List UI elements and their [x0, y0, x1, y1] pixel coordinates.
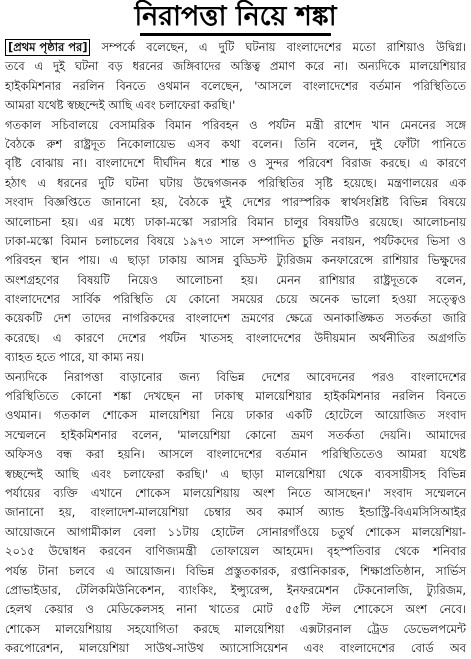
article-line: করেছে। এ কারণে দেশের পর্যটন খাতসহ বাংলাদেশের উদীয়মান অর্থনীতির অগ্রগতি [5, 330, 466, 345]
article-headline: নিরাপত্তা নিয়ে শঙ্কা [134, 1, 337, 32]
article-line: পরিস্থিতিতে কোনো শঙ্কা দেখছেন না ঢাকাস্থ মালয়েশিয়ার হাইকমিশনার নরলিন বিনতে [5, 389, 466, 404]
article-line: ২০১৫ উদ্বোধন করবেন বাণিজ্যমন্ত্রী তোফায়েল আহমেদ। বৃহস্পতিবার থেকে শনিবার [5, 544, 466, 559]
article-line-text: সম্পর্কে বলেছেন, এ দুটি ঘটনায় বাংলাদেশের মতো রাশিয়াও উদ্বিগ্ন। [90, 40, 466, 54]
article-line: অংশগ্রহণের বিষয়টি নিয়েও আলোচনা হয়। মেনন রাশিয়ার রাষ্ট্রদূতকে বলেন, [5, 272, 466, 287]
article-line: করপোরেশন, মালয়েশিয়া সাউথ-সাউথ অ্যাসোসিয়েশন এবং বাংলাদেশের বোর্ড অব [5, 641, 466, 656]
article-line: ব্যাহত হতে পারে, যা কাম্য নয়। [5, 350, 145, 365]
article-line: পর্যায়ের ব্যক্তি এখানে শোকেস মালয়েশিয়ায় অংশ নিতে আসছেন।' সংবাদ সম্মেলনে [5, 485, 466, 500]
article-line: প্রোভাইডার, টেলিকমিউনিকেশন, ব্যাংকিং, ইন্স্যুরেন্স, ইনফরমেশন টেকনোলজি, ট্যুরিজম, [5, 582, 466, 597]
article-line: বৃষ্টি বোঝায় না। বাংলাদেশে দীর্ঘদিন ধরে শান্ত ও সুন্দর পরিবেশ বিরাজ করছে। এ কারণে [5, 156, 466, 171]
article-line: গতকাল সচিবালয়ে বেসামরিক বিমান পরিবহন ও পর্যটন মন্ত্রী রাশেদ খান মেননের সঙ্গে [5, 117, 466, 132]
article-line: কয়েকটি দেশ তাদের নাগরিকদের বাংলাদেশ ভ্রমণের ক্ষেত্রে অনাকাঙ্ক্ষিত সতর্কতা জারি [5, 311, 466, 326]
article-line: হাইকমিশনার নরলিন বিনতে ওথমান বলেছেন, 'আসলে বাংলাদেশের বর্তমান পরিস্থিতিতে [5, 78, 466, 93]
article-line: সংবাদ বিজ্ঞপ্তিতে জানানো হয়, বৈঠকে দুই দেশের পারস্পরিক স্বার্থসংশ্লিষ্ট বিভিন্ন বিষয়ে [5, 195, 466, 210]
article-line: ওথমান। গতকাল শোকেস মালয়েশিয়া নিয়ে ঢাকার একটি হোটেলে আয়োজিত সংবাদ [5, 408, 466, 423]
article-line: অফিসও বন্ধ করা হয়নি। আসলে বাংলাদেশের বর্তমান পরিস্থিতিতেও আমরা যথেষ্ট [5, 447, 466, 462]
article-line: আয়োজনে আগামীকাল বেলা ১১টায় হোটেল সোনারগাঁওয়ে চতুর্থ শোকেস মালয়েশিয়া- [5, 524, 466, 539]
article-line: অন্যদিকে নিরাপত্তা বাড়ানোর জন্য বিভিন্ন দেশের আবেদনের পরও বাংলাদেশের [5, 369, 466, 384]
article-line: আলোচনা হয়। এর মধ্যে ঢাকা-মস্কো সরাসরি বিমান চালুর বিষয়টিও রয়েছে। আলোচনায় [5, 214, 466, 229]
article-body [5, 38, 466, 656]
article-line: স্বচ্ছন্দেই আছি এবং চলাফেরা করছি।' এ ছাড়া মালয়েশিয়া থেকে ব্যবসায়ীসহ বিভিন্ন [5, 466, 466, 481]
article-line: সম্মেলনে হাইকমিশনার বলেন, 'মালয়েশিয়া কোনো ভ্রমণ সতর্কতা দেয়নি। আমাদের [5, 427, 466, 442]
article-line: আমরা যথেষ্ট স্বচ্ছন্দেই আছি এবং চলাফেরা করছি।' [5, 98, 236, 113]
article-line: বৈঠকে রুশ রাষ্ট্রদূত নিকোলায়েভ এসব কথা বলেন। তিনি বলেন, দুই ফোঁটা পানিতে [5, 136, 466, 151]
article-line: পরিবহন স্থান পায়। এ ছাড়া ঢাকায় আসন্ন বুড্ডিস্ট ট্যুরিজম কনফারেন্সে রাশিয়ার ভিক্ষুদের [5, 253, 466, 268]
headline-underline [140, 33, 331, 36]
article-line: তবে এ দুই ঘটনা বড় ধরনের জঙ্গিবাদের অস্তিত্ব প্রমাণ করে না। অন্যদিকে মালয়েশিয়ার [5, 59, 466, 74]
article-line: পর্যন্ত টানা চলবে এ আয়োজন। বিভিন্ন প্রস্তুতকারক, রপ্তানিকারক, শিক্ষাপ্রতিষ্ঠান, সার্ভিস [5, 563, 466, 578]
article-line: হঠাৎ এ ধরনের দুটি ঘটনা ঘটায় উদ্বেগজনক পরিস্থিতির সৃষ্টি হয়েছে। মন্ত্রণালয়ের এক [5, 175, 466, 190]
article-line: শোকেস মালয়েশিয়ায় সহযোগিতা করছে মালয়েশিয়া এক্সটারনাল ট্রেড ডেভেলপমেন্ট [5, 621, 466, 636]
article-line: জানানো হয়, বাংলাদেশ-মালয়েশিয়া চেম্বার অব কমার্স অ্যান্ড ইন্ডাস্ট্রি-বিএমসিসিআইর [5, 505, 466, 520]
article-line: ঢাকা-মস্কো বিমান চলাচলের বিষয়ে ১৯৭৩ সালে সম্পাদিত চুক্তি নবায়ন, পর্যটকদের ভিসা ও [5, 233, 466, 248]
article-line: বাংলাদেশের সার্বিক পরিস্থিতি যে কোনো সময়ের চেয়ে অনেক ভালো হওয়া সত্ত্বেও [5, 292, 466, 307]
continuation-label: [প্রথম পৃষ্ঠার পর] [5, 39, 90, 56]
article-line: হেলথ কেয়ার ও মেডিকেলসহ নানা খাতের মোট ৫৫টি স্টল শোকেসে অংশ নেবে। [5, 602, 466, 617]
article-line [5, 38, 466, 57]
